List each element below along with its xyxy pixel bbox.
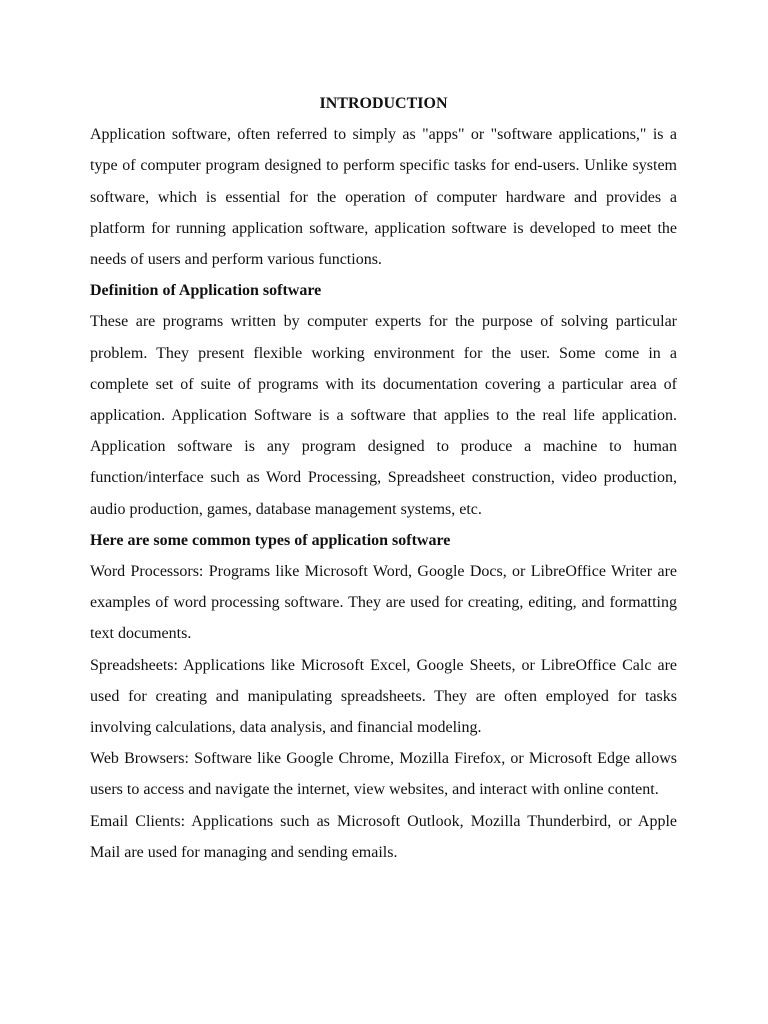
intro-paragraph: Application software, often referred to simply as "apps" or "software applications," is a type of computer program designed to perform specific tasks for end-users. Unlike system software, which is essential for the operation of computer hardware and provides a platform for running application software, application software is developed to meet the needs of users and perform various functions. [90, 126, 677, 269]
type-word-processors: Word Processors: Programs like Microsoft Word, Google Docs, or LibreOffice Writer are examples of word processing software. They are used for creating, editing, and formatting text documents. [90, 563, 677, 643]
types-heading: Here are some common types of application software [90, 531, 451, 549]
definition-paragraph: These are programs written by computer experts for the purpose of solving particular problem. They present flexible working environment for the user. Some come in a complete set of suite of programs with its documentation covering a particular area of application. Application Software is a software that applies to the real life application. Application software is any program designed to produce a machine to human function/interface such as Word Processing, Spreadsheet construction, video production, audio production, games, database management systems, etc. [90, 313, 677, 518]
definition-heading: Definition of Application software [90, 282, 322, 300]
document-page [90, 88, 677, 868]
type-web-browsers: Web Browsers: Software like Google Chrome, Mozilla Firefox, or Microsoft Edge allows users to access and navigate the internet, view websites, and interact with online content. [90, 750, 677, 799]
type-spreadsheets: Spreadsheets: Applications like Microsoft Excel, Google Sheets, or LibreOffice Calc are used for creating and manipulating spreadsheets. They are often employed for tasks involving calculations, data analysis, and financial modeling. [90, 656, 677, 737]
type-email-clients: Email Clients: Applications such as Microsoft Outlook, Mozilla Thunderbird, or Apple Mail are used for managing and sending emails. [90, 812, 677, 861]
document-title: INTRODUCTION [319, 95, 448, 112]
